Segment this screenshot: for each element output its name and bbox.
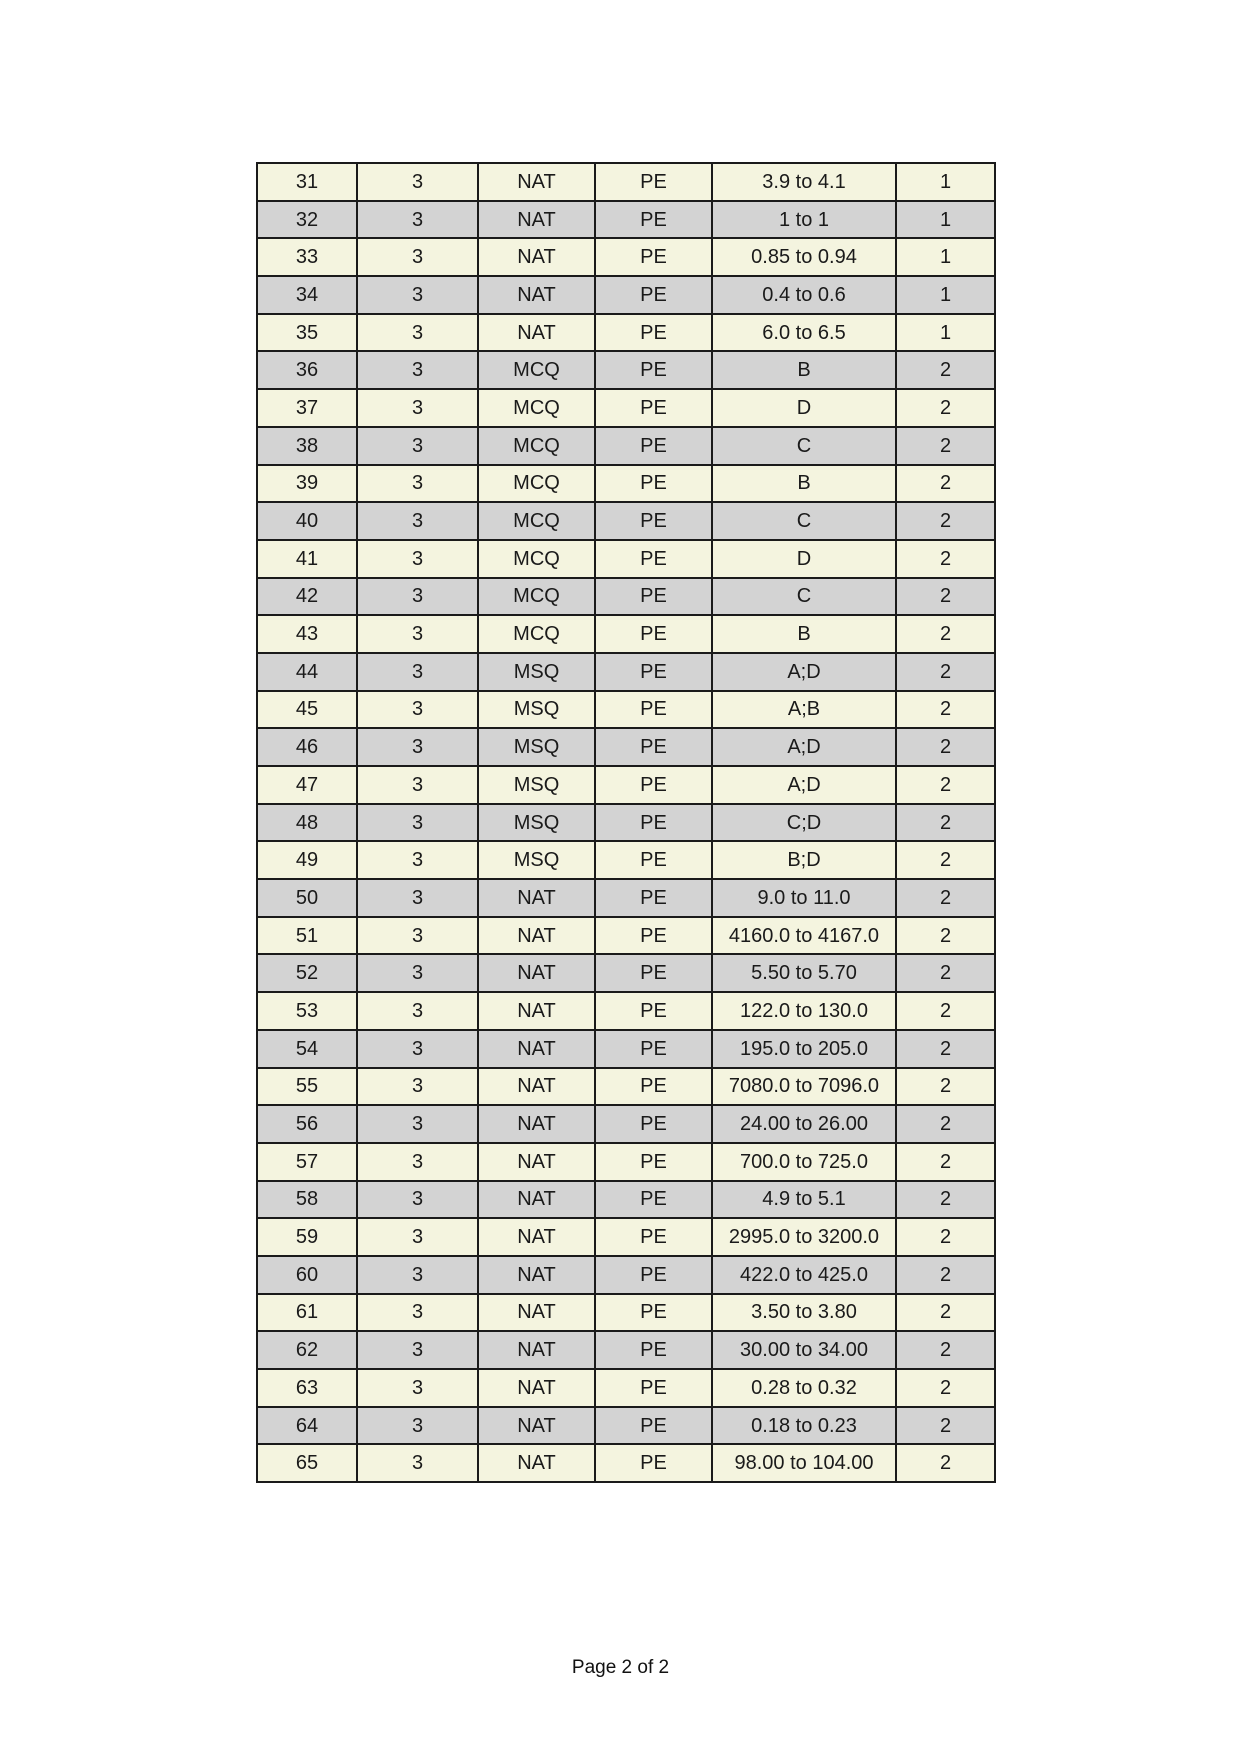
table-row (257, 351, 995, 389)
marks-cell: 2 (896, 1407, 995, 1445)
session-cell: 3 (357, 1444, 478, 1482)
answer-key-cell: A;D (712, 728, 896, 766)
question-type-cell: NAT (478, 1407, 595, 1445)
answer-key-cell: B (712, 351, 896, 389)
marks-cell: 2 (896, 1331, 995, 1369)
section-cell: PE (595, 804, 712, 842)
section-cell: PE (595, 163, 712, 201)
table-row (257, 502, 995, 540)
session-cell: 3 (357, 691, 478, 729)
table-row (257, 992, 995, 1030)
table-row (257, 276, 995, 314)
section-cell: PE (595, 1068, 712, 1106)
table-row (257, 653, 995, 691)
table-row (257, 1181, 995, 1219)
answer-key-cell: B (712, 465, 896, 503)
answer-key-cell: 3.50 to 3.80 (712, 1294, 896, 1332)
question-type-cell: NAT (478, 917, 595, 955)
section-cell: PE (595, 1294, 712, 1332)
table-row (257, 804, 995, 842)
section-cell: PE (595, 917, 712, 955)
session-cell: 3 (357, 1030, 478, 1068)
answer-key-cell: 0.4 to 0.6 (712, 276, 896, 314)
question-type-cell: MSQ (478, 728, 595, 766)
question-number-cell: 39 (257, 465, 357, 503)
session-cell: 3 (357, 502, 478, 540)
question-number-cell: 45 (257, 691, 357, 729)
marks-cell: 2 (896, 954, 995, 992)
marks-cell: 2 (896, 653, 995, 691)
question-number-cell: 46 (257, 728, 357, 766)
table-row (257, 427, 995, 465)
question-type-cell: NAT (478, 954, 595, 992)
marks-cell: 2 (896, 502, 995, 540)
section-cell: PE (595, 879, 712, 917)
table-row (257, 1294, 995, 1332)
section-cell: PE (595, 1218, 712, 1256)
table-row (257, 917, 995, 955)
question-number-cell: 49 (257, 841, 357, 879)
question-number-cell: 38 (257, 427, 357, 465)
answer-key-cell: B (712, 615, 896, 653)
marks-cell: 2 (896, 691, 995, 729)
table-row (257, 163, 995, 201)
answer-key-cell: 422.0 to 425.0 (712, 1256, 896, 1294)
question-type-cell: NAT (478, 238, 595, 276)
marks-cell: 2 (896, 1143, 995, 1181)
question-type-cell: MCQ (478, 540, 595, 578)
question-number-cell: 32 (257, 201, 357, 239)
answer-key-cell: 3.9 to 4.1 (712, 163, 896, 201)
section-cell: PE (595, 841, 712, 879)
session-cell: 3 (357, 578, 478, 616)
question-type-cell: NAT (478, 879, 595, 917)
marks-cell: 2 (896, 804, 995, 842)
marks-cell: 2 (896, 1068, 995, 1106)
session-cell: 3 (357, 465, 478, 503)
marks-cell: 2 (896, 766, 995, 804)
question-type-cell: MCQ (478, 502, 595, 540)
question-type-cell: NAT (478, 276, 595, 314)
answer-key-cell: 98.00 to 104.00 (712, 1444, 896, 1482)
answer-key-cell: 7080.0 to 7096.0 (712, 1068, 896, 1106)
question-number-cell: 59 (257, 1218, 357, 1256)
marks-cell: 2 (896, 540, 995, 578)
question-type-cell: MCQ (478, 465, 595, 503)
question-number-cell: 52 (257, 954, 357, 992)
question-number-cell: 55 (257, 1068, 357, 1106)
table-row (257, 841, 995, 879)
answer-key-table (256, 162, 996, 1483)
marks-cell: 2 (896, 427, 995, 465)
table-row (257, 1143, 995, 1181)
question-number-cell: 40 (257, 502, 357, 540)
table-row (257, 1369, 995, 1407)
session-cell: 3 (357, 1181, 478, 1219)
section-cell: PE (595, 238, 712, 276)
question-type-cell: NAT (478, 1444, 595, 1482)
session-cell: 3 (357, 163, 478, 201)
question-number-cell: 58 (257, 1181, 357, 1219)
question-type-cell: NAT (478, 1369, 595, 1407)
section-cell: PE (595, 540, 712, 578)
table-row (257, 1331, 995, 1369)
question-type-cell: NAT (478, 992, 595, 1030)
table-row (257, 1030, 995, 1068)
question-type-cell: MSQ (478, 841, 595, 879)
answer-key-cell: 4160.0 to 4167.0 (712, 917, 896, 955)
session-cell: 3 (357, 314, 478, 352)
question-type-cell: NAT (478, 1331, 595, 1369)
question-type-cell: NAT (478, 1105, 595, 1143)
question-type-cell: MCQ (478, 615, 595, 653)
answer-key-cell: 1 to 1 (712, 201, 896, 239)
answer-key-body (257, 163, 995, 1482)
session-cell: 3 (357, 766, 478, 804)
marks-cell: 2 (896, 1218, 995, 1256)
answer-key-cell: A;D (712, 653, 896, 691)
answer-key-cell: A;D (712, 766, 896, 804)
marks-cell: 2 (896, 1294, 995, 1332)
session-cell: 3 (357, 917, 478, 955)
question-number-cell: 50 (257, 879, 357, 917)
table-row (257, 766, 995, 804)
marks-cell: 2 (896, 351, 995, 389)
question-number-cell: 31 (257, 163, 357, 201)
session-cell: 3 (357, 615, 478, 653)
session-cell: 3 (357, 879, 478, 917)
table-row (257, 238, 995, 276)
question-number-cell: 56 (257, 1105, 357, 1143)
section-cell: PE (595, 1331, 712, 1369)
table-row (257, 465, 995, 503)
table-row (257, 540, 995, 578)
section-cell: PE (595, 314, 712, 352)
answer-key-cell: C (712, 502, 896, 540)
session-cell: 3 (357, 201, 478, 239)
session-cell: 3 (357, 1105, 478, 1143)
answer-key-cell: C;D (712, 804, 896, 842)
question-type-cell: MCQ (478, 578, 595, 616)
question-number-cell: 43 (257, 615, 357, 653)
question-number-cell: 63 (257, 1369, 357, 1407)
section-cell: PE (595, 351, 712, 389)
table-row (257, 954, 995, 992)
session-cell: 3 (357, 653, 478, 691)
table-row (257, 879, 995, 917)
section-cell: PE (595, 465, 712, 503)
question-number-cell: 60 (257, 1256, 357, 1294)
answer-key-cell: 195.0 to 205.0 (712, 1030, 896, 1068)
question-number-cell: 62 (257, 1331, 357, 1369)
section-cell: PE (595, 615, 712, 653)
marks-cell: 2 (896, 1105, 995, 1143)
session-cell: 3 (357, 1407, 478, 1445)
question-type-cell: NAT (478, 1256, 595, 1294)
section-cell: PE (595, 578, 712, 616)
question-number-cell: 41 (257, 540, 357, 578)
table-row (257, 201, 995, 239)
marks-cell: 1 (896, 276, 995, 314)
session-cell: 3 (357, 1331, 478, 1369)
section-cell: PE (595, 427, 712, 465)
section-cell: PE (595, 728, 712, 766)
session-cell: 3 (357, 841, 478, 879)
section-cell: PE (595, 1143, 712, 1181)
question-number-cell: 37 (257, 389, 357, 427)
session-cell: 3 (357, 992, 478, 1030)
session-cell: 3 (357, 728, 478, 766)
marks-cell: 2 (896, 1181, 995, 1219)
table-row (257, 389, 995, 427)
question-type-cell: MSQ (478, 691, 595, 729)
session-cell: 3 (357, 954, 478, 992)
answer-key-cell: 6.0 to 6.5 (712, 314, 896, 352)
marks-cell: 2 (896, 992, 995, 1030)
question-number-cell: 65 (257, 1444, 357, 1482)
session-cell: 3 (357, 276, 478, 314)
question-number-cell: 47 (257, 766, 357, 804)
section-cell: PE (595, 1444, 712, 1482)
question-type-cell: NAT (478, 314, 595, 352)
question-number-cell: 48 (257, 804, 357, 842)
answer-key-cell: 0.85 to 0.94 (712, 238, 896, 276)
question-number-cell: 44 (257, 653, 357, 691)
marks-cell: 2 (896, 879, 995, 917)
table-row (257, 1407, 995, 1445)
session-cell: 3 (357, 1256, 478, 1294)
table-row (257, 1105, 995, 1143)
section-cell: PE (595, 992, 712, 1030)
question-type-cell: NAT (478, 163, 595, 201)
page-number: Page 2 of 2 (571, 1657, 670, 1678)
marks-cell: 2 (896, 465, 995, 503)
marks-cell: 2 (896, 841, 995, 879)
table-row (257, 314, 995, 352)
answer-key-cell: 0.18 to 0.23 (712, 1407, 896, 1445)
question-type-cell: NAT (478, 1143, 595, 1181)
question-number-cell: 42 (257, 578, 357, 616)
table-row (257, 1444, 995, 1482)
question-number-cell: 51 (257, 917, 357, 955)
question-number-cell: 61 (257, 1294, 357, 1332)
session-cell: 3 (357, 1218, 478, 1256)
marks-cell: 2 (896, 1444, 995, 1482)
marks-cell: 2 (896, 578, 995, 616)
question-type-cell: MCQ (478, 389, 595, 427)
session-cell: 3 (357, 427, 478, 465)
question-number-cell: 54 (257, 1030, 357, 1068)
answer-key-cell: 122.0 to 130.0 (712, 992, 896, 1030)
section-cell: PE (595, 653, 712, 691)
session-cell: 3 (357, 351, 478, 389)
question-type-cell: MCQ (478, 351, 595, 389)
marks-cell: 2 (896, 615, 995, 653)
section-cell: PE (595, 276, 712, 314)
marks-cell: 2 (896, 1030, 995, 1068)
marks-cell: 1 (896, 163, 995, 201)
section-cell: PE (595, 389, 712, 427)
answer-key-cell: 24.00 to 26.00 (712, 1105, 896, 1143)
marks-cell: 1 (896, 201, 995, 239)
session-cell: 3 (357, 1294, 478, 1332)
marks-cell: 2 (896, 728, 995, 766)
section-cell: PE (595, 1181, 712, 1219)
marks-cell: 2 (896, 1256, 995, 1294)
answer-key-cell: C (712, 427, 896, 465)
question-number-cell: 57 (257, 1143, 357, 1181)
section-cell: PE (595, 1030, 712, 1068)
marks-cell: 1 (896, 238, 995, 276)
table-row (257, 691, 995, 729)
marks-cell: 2 (896, 389, 995, 427)
table-row (257, 578, 995, 616)
question-number-cell: 64 (257, 1407, 357, 1445)
session-cell: 3 (357, 1369, 478, 1407)
answer-key-cell: D (712, 389, 896, 427)
answer-key-cell: 30.00 to 34.00 (712, 1331, 896, 1369)
marks-cell: 2 (896, 1369, 995, 1407)
table-row (257, 1256, 995, 1294)
question-number-cell: 34 (257, 276, 357, 314)
session-cell: 3 (357, 389, 478, 427)
session-cell: 3 (357, 1143, 478, 1181)
question-number-cell: 36 (257, 351, 357, 389)
question-type-cell: NAT (478, 1294, 595, 1332)
table-row (257, 728, 995, 766)
answer-key-cell: 9.0 to 11.0 (712, 879, 896, 917)
question-type-cell: NAT (478, 1030, 595, 1068)
question-type-cell: NAT (478, 1181, 595, 1219)
answer-key-cell: A;B (712, 691, 896, 729)
section-cell: PE (595, 1369, 712, 1407)
question-type-cell: MCQ (478, 427, 595, 465)
question-type-cell: NAT (478, 201, 595, 239)
section-cell: PE (595, 766, 712, 804)
section-cell: PE (595, 1105, 712, 1143)
question-number-cell: 33 (257, 238, 357, 276)
section-cell: PE (595, 691, 712, 729)
session-cell: 3 (357, 804, 478, 842)
table-row (257, 615, 995, 653)
answer-key-cell: D (712, 540, 896, 578)
section-cell: PE (595, 201, 712, 239)
marks-cell: 2 (896, 917, 995, 955)
question-type-cell: NAT (478, 1068, 595, 1106)
question-type-cell: MSQ (478, 766, 595, 804)
marks-cell: 1 (896, 314, 995, 352)
answer-key-cell: C (712, 578, 896, 616)
section-cell: PE (595, 1256, 712, 1294)
section-cell: PE (595, 1407, 712, 1445)
answer-key-cell: 2995.0 to 3200.0 (712, 1218, 896, 1256)
answer-key-cell: 5.50 to 5.70 (712, 954, 896, 992)
question-type-cell: NAT (478, 1218, 595, 1256)
section-cell: PE (595, 954, 712, 992)
table-row (257, 1218, 995, 1256)
table-row (257, 1068, 995, 1106)
question-type-cell: MSQ (478, 804, 595, 842)
section-cell: PE (595, 502, 712, 540)
session-cell: 3 (357, 540, 478, 578)
question-number-cell: 35 (257, 314, 357, 352)
answer-key-cell: 0.28 to 0.32 (712, 1369, 896, 1407)
session-cell: 3 (357, 238, 478, 276)
answer-key-cell: B;D (712, 841, 896, 879)
question-type-cell: MSQ (478, 653, 595, 691)
answer-key-cell: 700.0 to 725.0 (712, 1143, 896, 1181)
answer-key-cell: 4.9 to 5.1 (712, 1181, 896, 1219)
session-cell: 3 (357, 1068, 478, 1106)
question-number-cell: 53 (257, 992, 357, 1030)
